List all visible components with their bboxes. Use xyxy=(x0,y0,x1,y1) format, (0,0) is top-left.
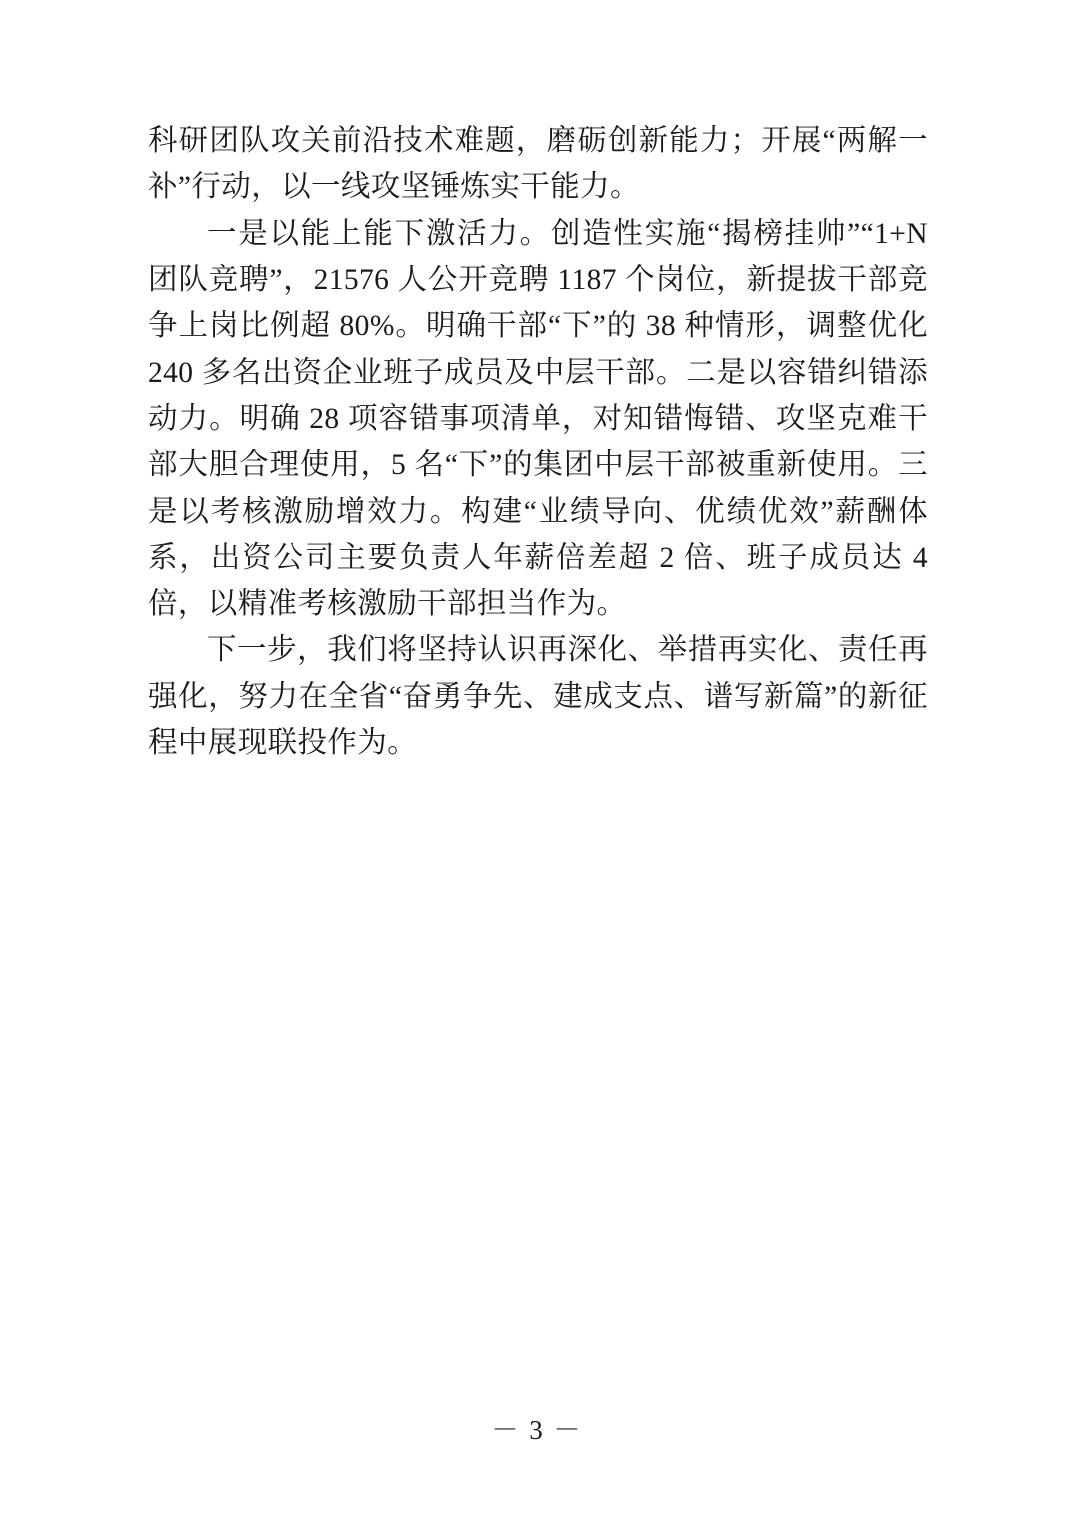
paragraph-next-step: 下一步，我们将坚持认识再深化、举措再实化、责任再强化，努力在全省“奋勇争先、建成支点、谱写新篇”的新征程中展现联投作为。 xyxy=(148,634,928,760)
page-number-footer: － 3 － xyxy=(491,1415,583,1445)
paragraph-measures: 一是以能上能下激活力。创造性实施“揭榜挂帅”“1+N 团队竞聘”，21576 人公开竞聘 1187 个岗位，新提拔干部竞争上岗比例超 80%。明确干部“下”的 38 种情形，调整优化 240 多名出资企业班子成员及中层干部。二是以容错纠错添动力。明确 28 项容错事项清单，对知错悔错、攻坚克难干部大胆合理使用，5 名“下”的集团中层干部被重新使用。三是以考核激励增效力。构建“业绩导向、优绩优效”薪酬体系，出资公司主要负责人年薪倍差超 2 倍、班子成员达 4 倍，以精准考核激励干部担当作为。 xyxy=(148,217,936,621)
paragraph-continued: 科研团队攻关前沿技术难题，磨砺创新能力；开展“两解一补”行动，以一线攻坚锤炼实干能力。 xyxy=(148,125,928,204)
document-body xyxy=(148,118,936,766)
